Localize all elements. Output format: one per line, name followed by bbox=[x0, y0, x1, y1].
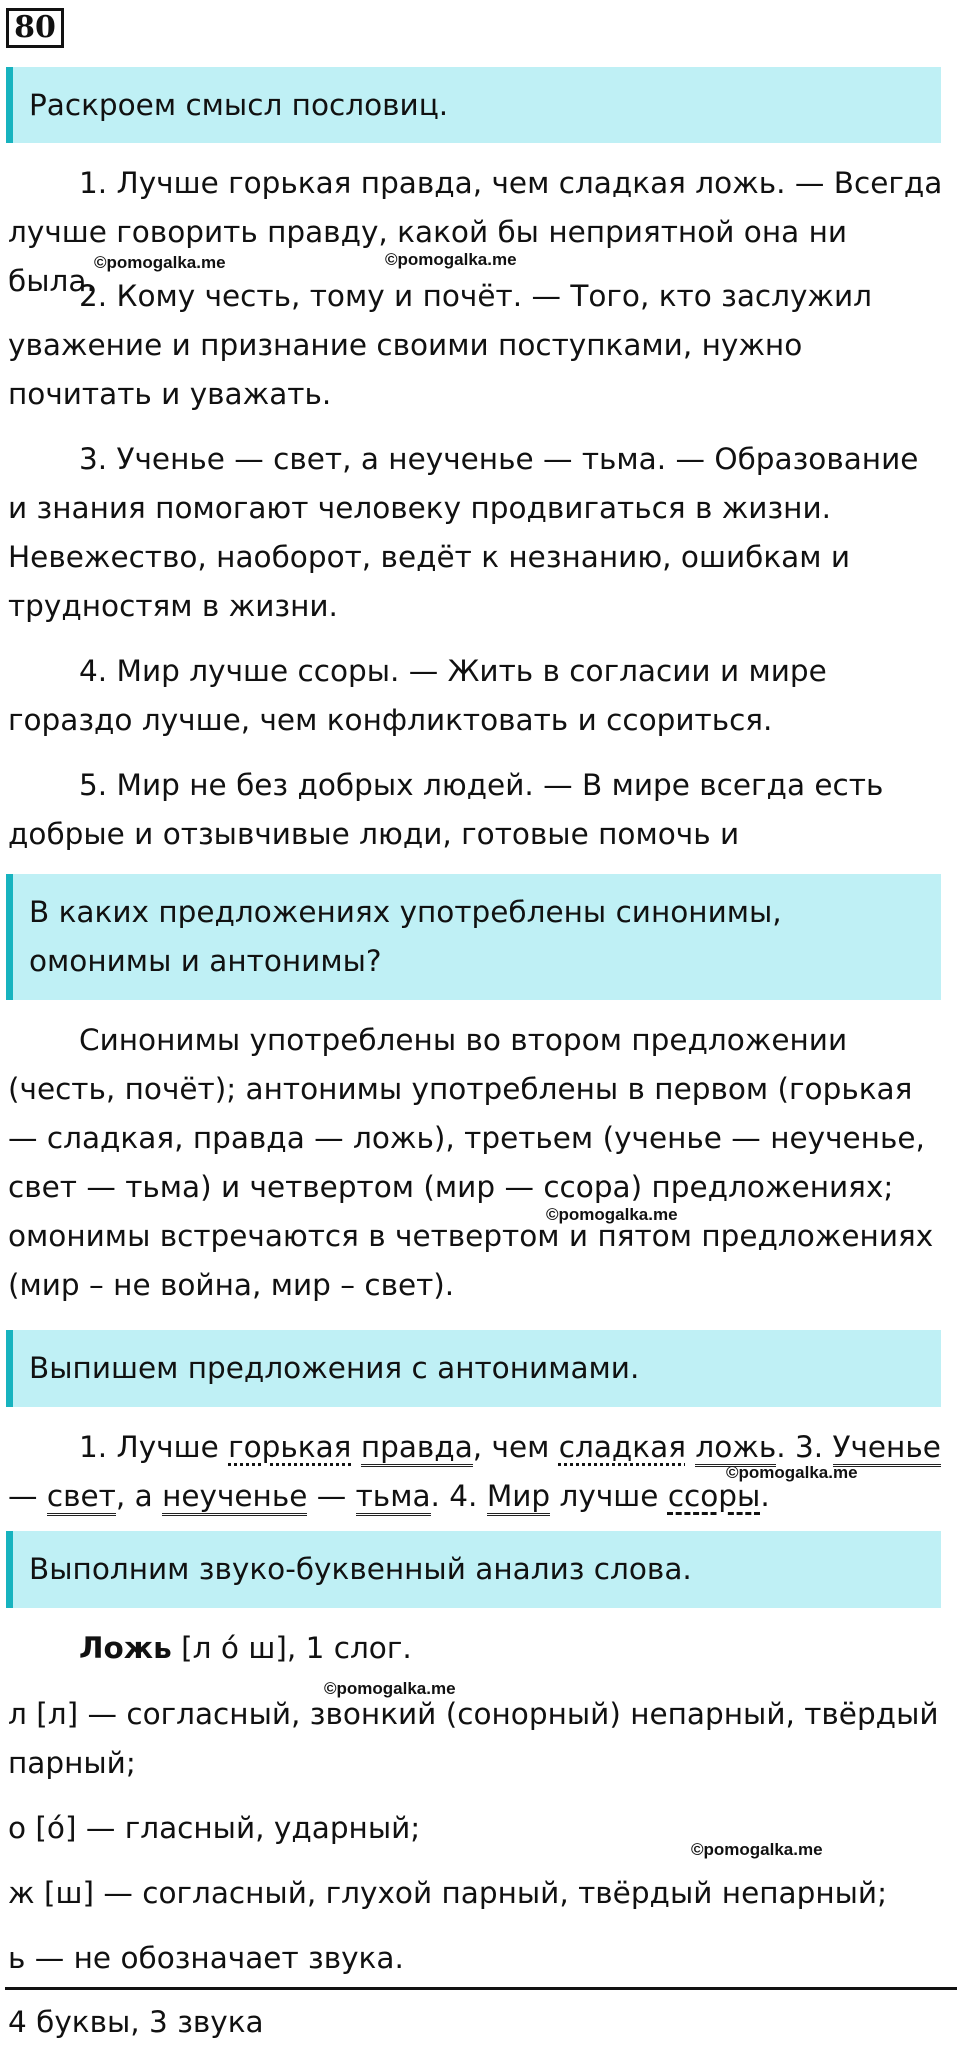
underlined-word: неученье bbox=[162, 1479, 307, 1516]
text-fragment: лучше bbox=[550, 1479, 668, 1513]
proverb-item: 1. Лучше горькая правда, чем сладкая ложь. — Всегда лучше говорить правду, какой бы неприятной она ни была. bbox=[8, 166, 943, 298]
underlined-word: сладкая bbox=[558, 1430, 686, 1464]
proverb-item: 3. Ученье — свет, а неученье — тьма. — Образование и знания помогают человеку продвигаться в жизни. Невежество, наоборот, ведёт к незнанию, ошибкам и трудностям в жизни. bbox=[8, 442, 919, 623]
proverb-item: 5. Мир не без добрых людей. — В мире всегда есть добрые и отзывчивые люди, готовые помочь и bbox=[8, 768, 884, 851]
text-fragment: . bbox=[760, 1479, 770, 1513]
underlined-word: правда bbox=[361, 1430, 473, 1467]
section-heading-text: Выпишем предложения с антонимами. bbox=[29, 1351, 640, 1385]
watermark: ©pomogalka.me bbox=[385, 250, 517, 269]
text-fragment: , чем bbox=[472, 1430, 559, 1464]
sound-line: ь — не обозначает звука. bbox=[8, 1941, 404, 1975]
watermark: ©pomogalka.me bbox=[691, 1840, 823, 1859]
underlined-word: тьма bbox=[356, 1479, 431, 1516]
answer-paragraph: Синонимы употреблены во втором предложении (честь, почёт); антонимы употреблены в первом (горькая — сладкая, правда — ложь), третьем (ученье — неученье, свет — тьма) и четвертом (мир — ссора) предложениях; омонимы встречаются в четвертом и пятом предложениях (мир – не война, мир – свет). bbox=[8, 1023, 934, 1302]
text-fragment: , а bbox=[115, 1479, 163, 1513]
watermark: ©pomogalka.me bbox=[324, 1679, 456, 1698]
section-heading-text: Выполним звуко-буквенный анализ слова. bbox=[29, 1552, 692, 1586]
section-heading-text: В каких предложениях употреблены синонимы, омонимы и антонимы? bbox=[29, 895, 782, 978]
analysis-word: Ложь bbox=[79, 1631, 172, 1665]
watermark: ©pomogalka.me bbox=[546, 1205, 678, 1224]
text-fragment: 1. Лучше bbox=[79, 1430, 229, 1464]
sound-line: л [л] — согласный, звонкий (сонорный) непарный, твёрдый парный; bbox=[8, 1697, 939, 1780]
text-fragment: . 4. bbox=[430, 1479, 487, 1513]
proverb-item: 4. Мир лучше ссоры. — Жить в согласии и мире гораздо лучше, чем конфликтовать и ссориться. bbox=[8, 654, 827, 737]
underlined-word: Мир bbox=[487, 1479, 550, 1516]
task-number: 80 bbox=[6, 8, 64, 48]
section-heading-antonyms bbox=[6, 1330, 941, 1407]
underlined-word: горькая bbox=[228, 1430, 352, 1464]
underlined-word: Ученье bbox=[833, 1430, 941, 1467]
section-heading-text: Раскроем смысл пословиц. bbox=[29, 87, 449, 122]
text-fragment: — bbox=[8, 1479, 47, 1513]
watermark: ©pomogalka.me bbox=[94, 253, 226, 272]
text-fragment: — bbox=[307, 1479, 356, 1513]
summary-line: 4 буквы, 3 звука bbox=[8, 2005, 264, 2039]
section-heading-analysis bbox=[6, 1531, 941, 1608]
divider bbox=[5, 1987, 957, 1990]
sound-line: ж [ш] — согласный, глухой парный, твёрдый непарный; bbox=[8, 1876, 888, 1910]
transcription: [л о́ ш], 1 слог. bbox=[171, 1631, 412, 1665]
underlined-word: ссоры bbox=[667, 1479, 761, 1513]
underlined-word: ложь bbox=[695, 1430, 776, 1467]
proverb-item: 2. Кому честь, тому и почёт. — Того, кто заслужил уважение и признание своими поступками, нужно почитать и уважать. bbox=[8, 279, 873, 411]
sound-line: о [о́] — гласный, ударный; bbox=[8, 1811, 421, 1845]
analysis-word-line bbox=[8, 1624, 943, 1673]
text-fragment: . 3. bbox=[776, 1430, 833, 1464]
watermark: ©pomogalka.me bbox=[726, 1463, 858, 1482]
section-heading-question bbox=[6, 874, 941, 1000]
underlined-word: свет bbox=[47, 1479, 116, 1516]
section-heading-proverbs bbox=[6, 67, 941, 143]
